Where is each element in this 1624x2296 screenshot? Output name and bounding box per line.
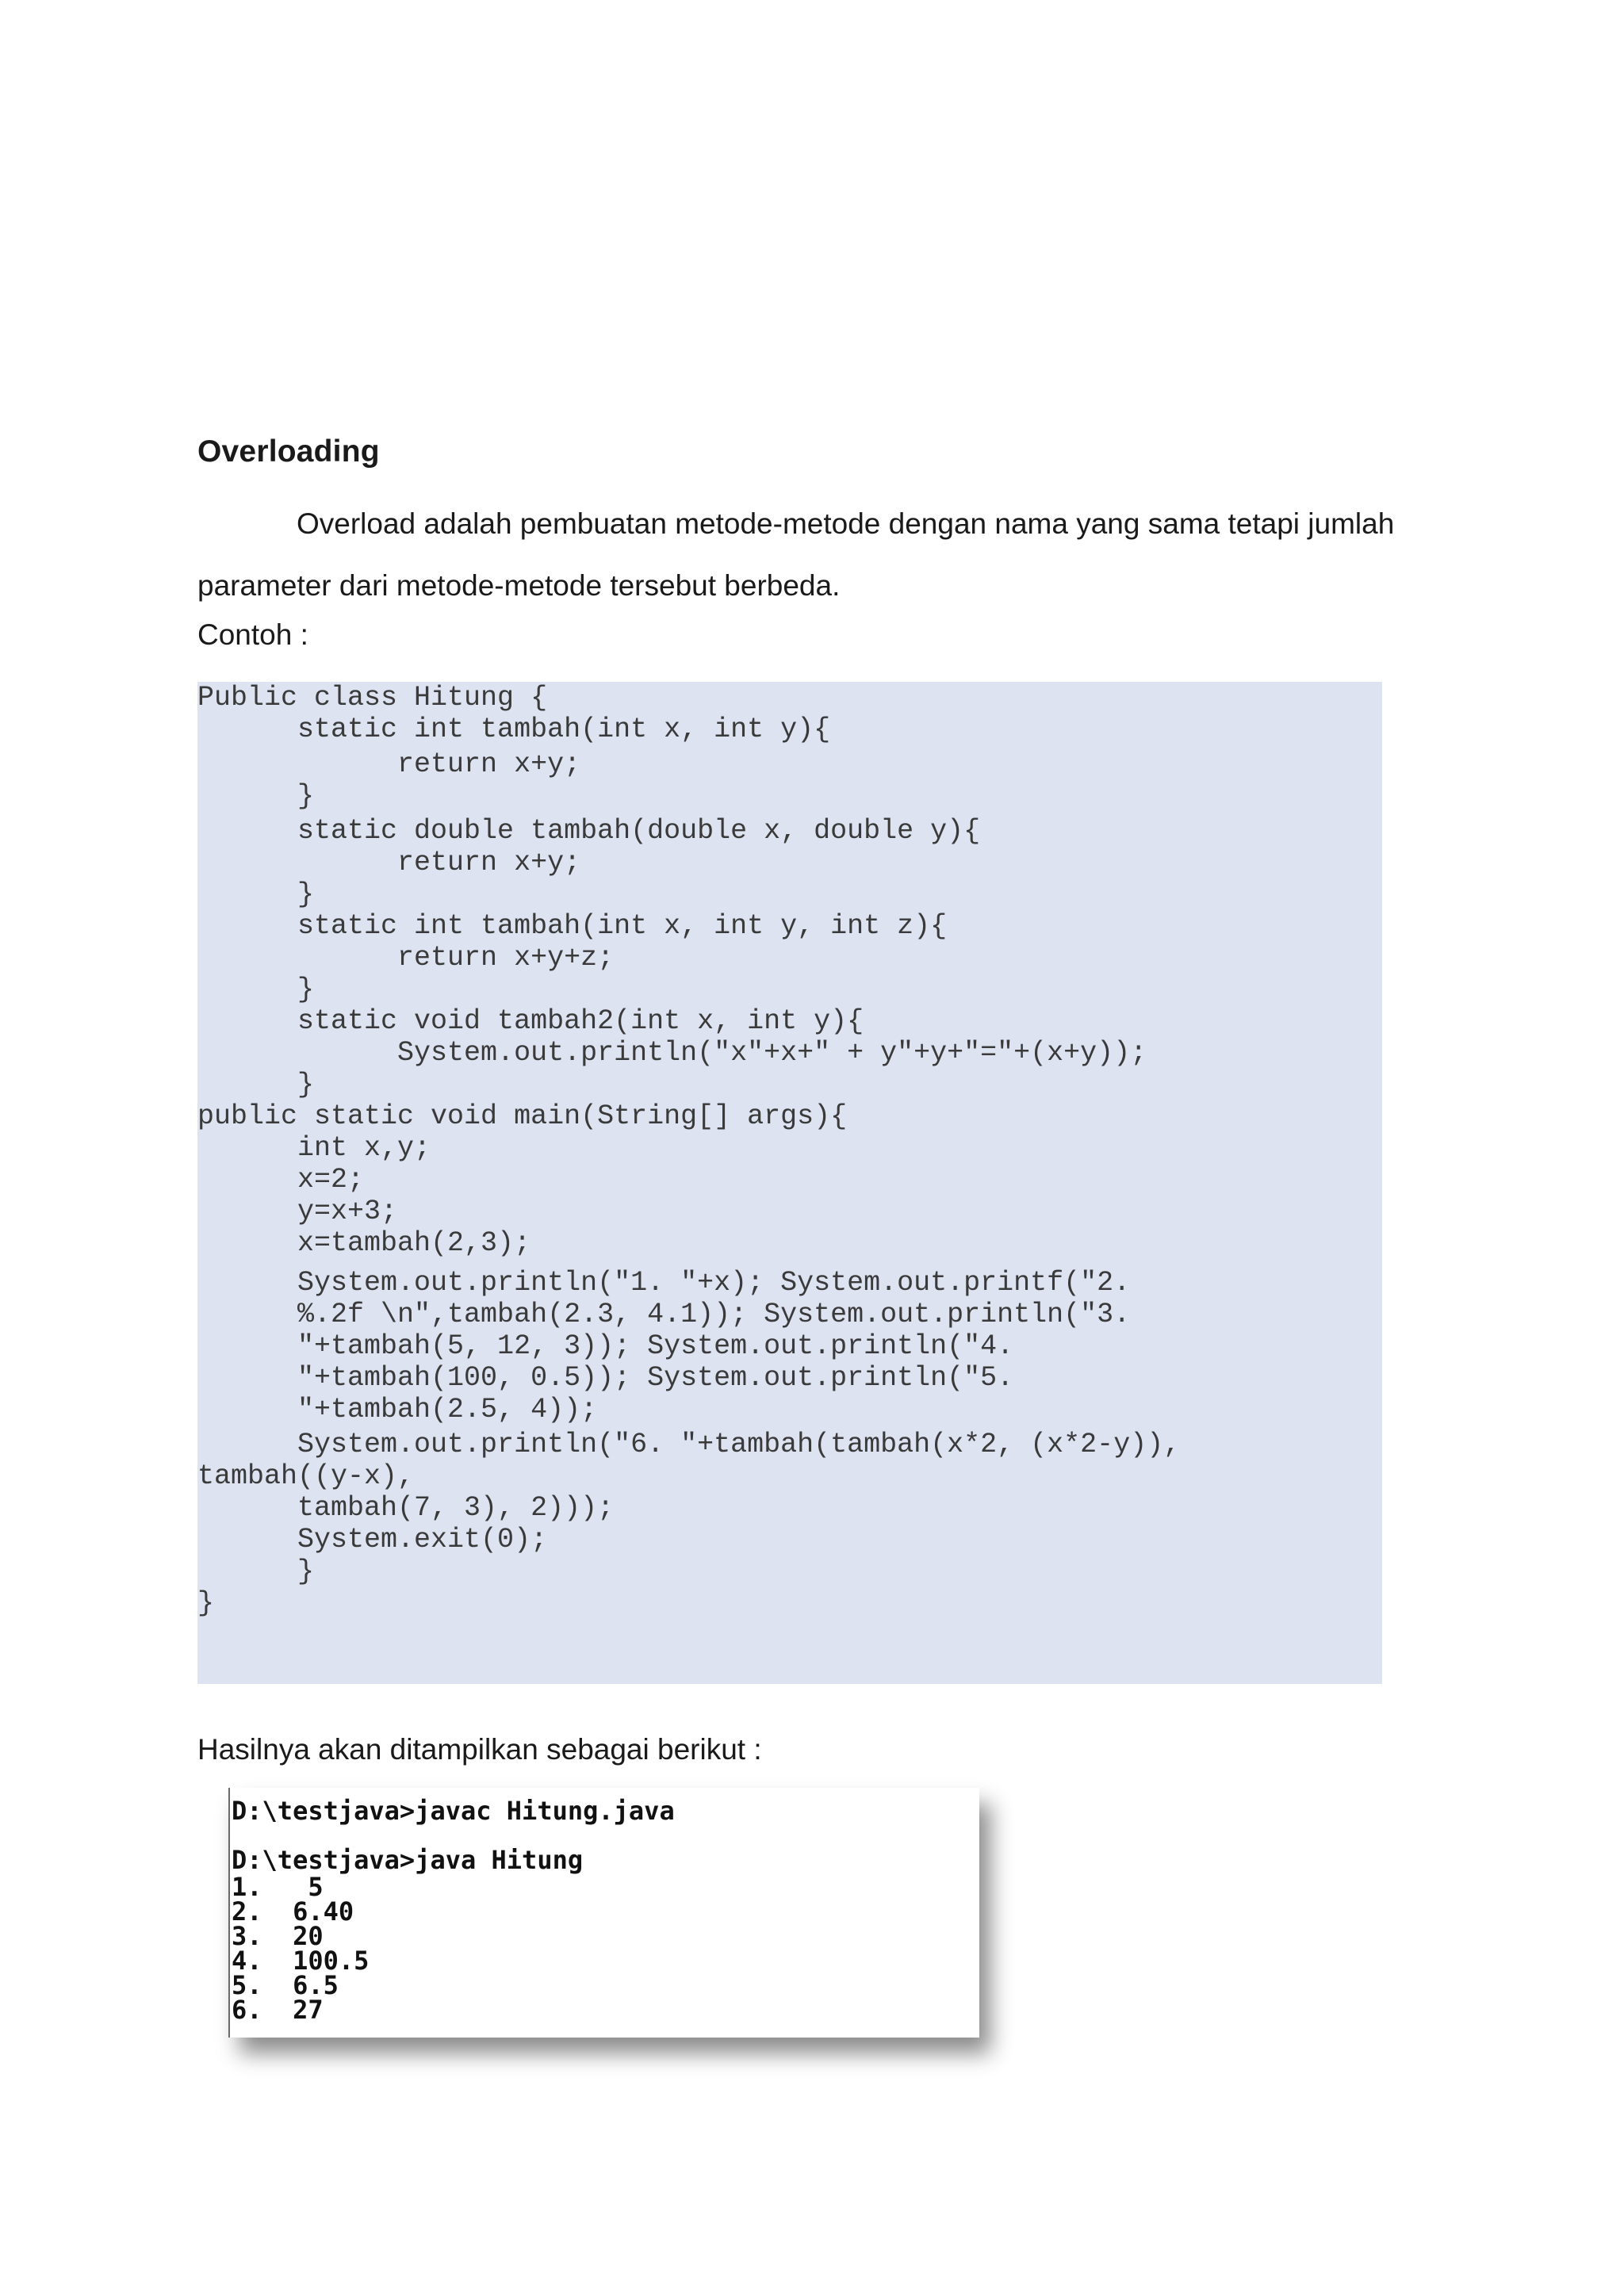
code-line: } xyxy=(197,1556,315,1587)
code-line: "+tambah(2.5, 4)); xyxy=(197,1394,598,1425)
code-line: static int tambah(int x, int y, int z){ xyxy=(197,910,948,942)
code-line: return x+y; xyxy=(197,748,581,780)
code-line: System.out.println("6. "+tambah(tambah(x*2, (x*2-y)), xyxy=(197,1429,1181,1460)
code-line: "+tambah(5, 12, 3)); System.out.println("4. xyxy=(197,1330,1014,1362)
console-line: 2. 6.40 xyxy=(232,1896,354,1927)
code-block xyxy=(197,682,1382,1684)
code-line: static void tambah2(int x, int y){ xyxy=(197,1005,864,1037)
example-label: Contoh : xyxy=(197,618,308,651)
code-line: "+tambah(100, 0.5)); System.out.println("5. xyxy=(197,1362,1014,1394)
code-line: static int tambah(int x, int y){ xyxy=(197,714,831,745)
code-line: System.out.println("1. "+x); System.out.printf("2. xyxy=(197,1267,1131,1299)
code-line: static double tambah(double x, double y){ xyxy=(197,815,981,847)
code-line: Public class Hitung { xyxy=(197,682,548,714)
paragraph-line-2: parameter dari metode-metode tersebut berbeda. xyxy=(197,569,841,602)
console-line: 1. 5 xyxy=(232,1872,324,1902)
code-line: System.out.println("x"+x+" + y"+y+"="+(x+y)); xyxy=(197,1037,1147,1069)
console-line: 4. 100.5 xyxy=(232,1946,370,1976)
code-line: System.exit(0); xyxy=(197,1524,548,1556)
console-line: 6. 27 xyxy=(232,1995,324,2025)
code-line: int x,y; xyxy=(197,1132,431,1164)
code-line: return x+y; xyxy=(197,847,581,878)
code-line: } xyxy=(197,780,315,812)
console-line: 5. 6.5 xyxy=(232,1970,339,2000)
code-line: x=tambah(2,3); xyxy=(197,1227,531,1259)
code-line: return x+y+z; xyxy=(197,942,615,974)
console-line: D:\testjava>java Hitung xyxy=(232,1845,584,1875)
console-output-screenshot xyxy=(228,1788,979,2038)
console-line: D:\testjava>javac Hitung.java xyxy=(232,1796,675,1826)
console-line: 3. 20 xyxy=(232,1921,324,1951)
code-line: tambah(7, 3), 2))); xyxy=(197,1492,615,1524)
code-line: } xyxy=(197,878,315,910)
code-line: } xyxy=(197,1587,215,1619)
paragraph-line-1: Overload adalah pembuatan metode-metode dengan nama yang sama tetapi jumlah xyxy=(297,507,1395,540)
intro-paragraph xyxy=(197,493,1466,617)
code-line: tambah((y-x), xyxy=(197,1460,415,1492)
result-label: Hasilnya akan ditampilkan sebagai berikut : xyxy=(197,1733,762,1766)
code-line: } xyxy=(197,1069,315,1100)
code-line: } xyxy=(197,974,315,1005)
code-line: %.2f \n",tambah(2.3, 4.1)); System.out.println("3. xyxy=(197,1299,1131,1330)
code-line: x=2; xyxy=(197,1164,365,1196)
section-heading: Overloading xyxy=(197,434,380,469)
code-line: public static void main(String[] args){ xyxy=(197,1100,848,1132)
code-line: y=x+3; xyxy=(197,1196,398,1227)
